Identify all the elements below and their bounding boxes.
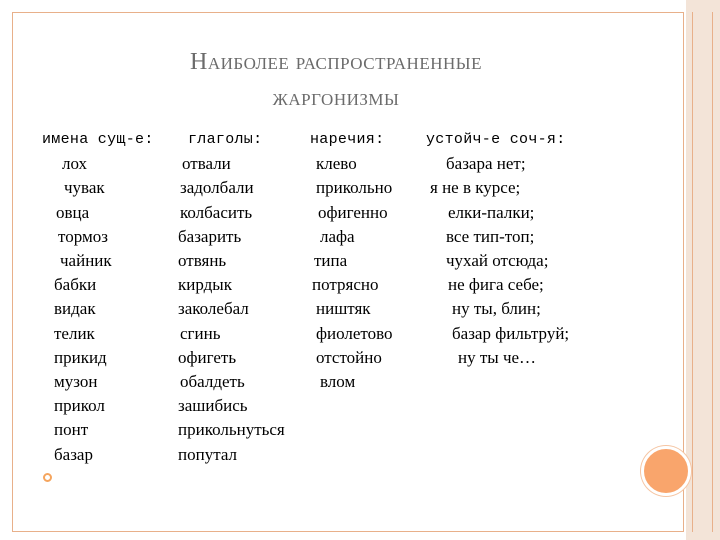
column-header: устойч-е соч-я: — [426, 131, 566, 148]
list-item: обалдеть — [180, 372, 245, 392]
list-item: не фига себе; — [448, 275, 544, 295]
list-item: чувак — [64, 178, 105, 198]
list-item: чухай отсюда; — [446, 251, 549, 271]
list-item: музон — [54, 372, 98, 392]
column-header: имена сущ-е: — [42, 131, 154, 148]
list-item: все тип-топ; — [446, 226, 535, 246]
list-item: чайник — [60, 251, 112, 271]
list-item: кирдык — [178, 275, 232, 295]
list-item: прикол — [54, 396, 105, 416]
title-line-2: жаргонизмы — [272, 85, 400, 111]
right-decor-line — [712, 12, 713, 532]
list-item: попутал — [178, 444, 238, 464]
list-item: влом — [320, 372, 356, 392]
list-item: зашибись — [178, 396, 248, 416]
list-item: ну ты че… — [458, 347, 537, 367]
list-item: прикольно — [316, 178, 393, 198]
list-item: отстойно — [316, 347, 382, 367]
list-item: сгинь — [180, 323, 221, 343]
list-item: базар — [54, 444, 93, 464]
column-verbs — [178, 128, 285, 467]
list-item: лафа — [320, 226, 355, 246]
title-line-1: Наиболее распространенные — [190, 49, 482, 75]
column-header: глаголы: — [188, 131, 263, 148]
list-item: видак — [54, 299, 96, 319]
list-item: фиолетово — [316, 323, 393, 343]
column-phrases — [426, 128, 569, 370]
column-adverbs — [310, 128, 393, 394]
list-item: телик — [54, 323, 95, 343]
decor-circle — [641, 446, 691, 496]
list-item: овца — [56, 202, 90, 222]
list-item: понт — [54, 420, 89, 440]
list-item: офигенно — [318, 202, 388, 222]
list-item: ну ты, блин; — [452, 299, 541, 319]
list-item: ништяк — [316, 299, 371, 319]
list-item: колбасить — [180, 202, 253, 222]
list-item: елки-палки; — [448, 202, 535, 222]
column-nouns — [42, 128, 154, 467]
list-item: базара нет; — [446, 154, 526, 174]
list-item: клево — [316, 154, 357, 174]
list-item: лох — [62, 154, 88, 174]
list-item: я не в курсе; — [430, 178, 521, 198]
list-item: отвянь — [178, 251, 227, 271]
list-item: базарить — [178, 226, 242, 246]
list-item: типа — [314, 251, 348, 271]
list-item: прикид — [54, 347, 107, 367]
list-item: задолбали — [180, 178, 254, 198]
column-header: наречия: — [310, 131, 385, 148]
right-decor-line — [692, 12, 693, 532]
list-item: бабки — [54, 275, 97, 295]
list-item: потрясно — [312, 275, 379, 295]
list-item: тормоз — [58, 226, 108, 246]
list-item: офигеть — [178, 347, 237, 367]
bullet-marker — [43, 473, 52, 482]
list-item: отвали — [182, 154, 231, 174]
list-item: прикольнуться — [178, 420, 285, 440]
list-item: базар фильтруй; — [452, 323, 570, 343]
list-item: заколебал — [178, 299, 249, 319]
